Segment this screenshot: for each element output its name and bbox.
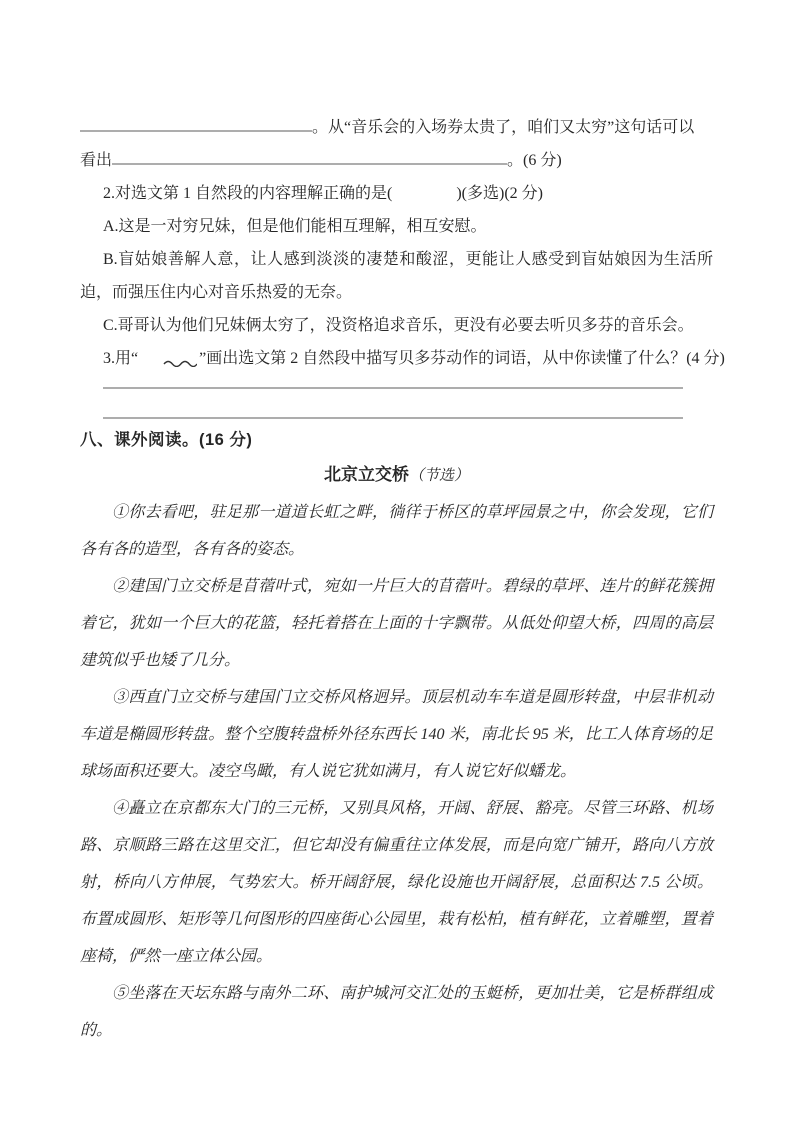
- passage-paragraph-1: ①你去看吧，驻足那一道道长虹之畔，徜徉于桥区的草坪园景之中，你会发现，它们各有各的造型，各有各的姿态。: [80, 504, 713, 558]
- question-2-stem: 2.对选文第 1 自然段的内容理解正确的是( )(多选)(2 分): [103, 185, 543, 202]
- passage-paragraph-5: ⑤坐落在天坛东路与南外二环、南护城河交汇处的玉蜓桥，更加壮美，它是桥群组成的。: [80, 985, 713, 1039]
- question-1-line-2: [80, 144, 713, 177]
- question-3: [80, 342, 725, 379]
- answer-write-line: [103, 379, 683, 389]
- question-2: [80, 177, 713, 342]
- passage-paragraph-2: ②建国门立交桥是苜蓿叶式，宛如一片巨大的苜蓿叶。碧绿的草坪、连片的鲜花簇拥着它，犹如一个巨大的花篮，轻托着搭在上面的十字飘带。从低处仰望大桥，四周的高层建筑似乎也矮了几分。: [80, 578, 713, 669]
- question-3-stem: [80, 342, 725, 379]
- answer-blank: [112, 148, 507, 165]
- question-1-line-1: [80, 111, 713, 144]
- question-2-option-a: A.这是一对穷兄妹，但是他们能相互理解，相互安慰。: [103, 218, 487, 235]
- question-1: [80, 111, 713, 177]
- answer-write-line: [103, 389, 683, 419]
- question-3-prefix: 3.用“: [103, 350, 139, 367]
- passage-title: [80, 461, 713, 490]
- section-8-heading: 八、课外阅读。(16 分): [80, 431, 253, 449]
- question-1-score: 。(6 分): [507, 152, 562, 169]
- question-1-text: 看出: [80, 152, 113, 169]
- wavy-underline-icon: [140, 346, 197, 379]
- passage-paragraph-4: ④矗立在京都东大门的三元桥，又别具风格，开阔、舒展、豁亮。尽管三环路、机场路、京顺路三路在这里交汇，但它却没有偏重往立体发展，而是向宽广铺开，路向八方放射，桥向八方伸展，气势宏大。桥开阔舒展，绿化设施也开阔舒展，总面积达 7.5 公顷。布置成圆形、矩形等几何图形的四座街心公园里，栽有松柏，植有鲜花，立着雕塑，置着座椅，俨然一座立体公园。: [80, 800, 713, 965]
- question-2-option-b: B.盲姑娘善解人意，让人感到淡淡的凄楚和酸涩，更能让人感受到盲姑娘因为生活所迫，而强压住内心对音乐热爱的无奈。: [80, 251, 713, 301]
- passage-body: [80, 494, 713, 1049]
- passage-title-main: 北京立交桥: [323, 465, 409, 484]
- passage-paragraph-3: ③西直门立交桥与建国门立交桥风格迥异。顶层机动车车道是圆形转盘，中层非机动车道是椭圆形转盘。整个空腹转盘桥外径东西长 140 米，南北长 95 米，比工人体育场的足球场面积还要大。凌空鸟瞰，有人说它犹如满月，有人说它好似蟠龙。: [80, 689, 713, 780]
- question-3-suffix: ”画出选文第 2 自然段中描写贝多芬动作的词语，从中你读懂了什么？(4 分): [199, 350, 725, 367]
- question-1-text: 。从“音乐会的入场券太贵了，咱们又太穷”这句话可以: [312, 119, 695, 136]
- answer-blank: [80, 115, 312, 132]
- passage-title-sub: （节选）: [408, 468, 469, 484]
- question-2-option-c: C.哥哥认为他们兄妹俩太穷了，没资格追求音乐，更没有必要去听贝多芬的音乐会。: [103, 317, 694, 334]
